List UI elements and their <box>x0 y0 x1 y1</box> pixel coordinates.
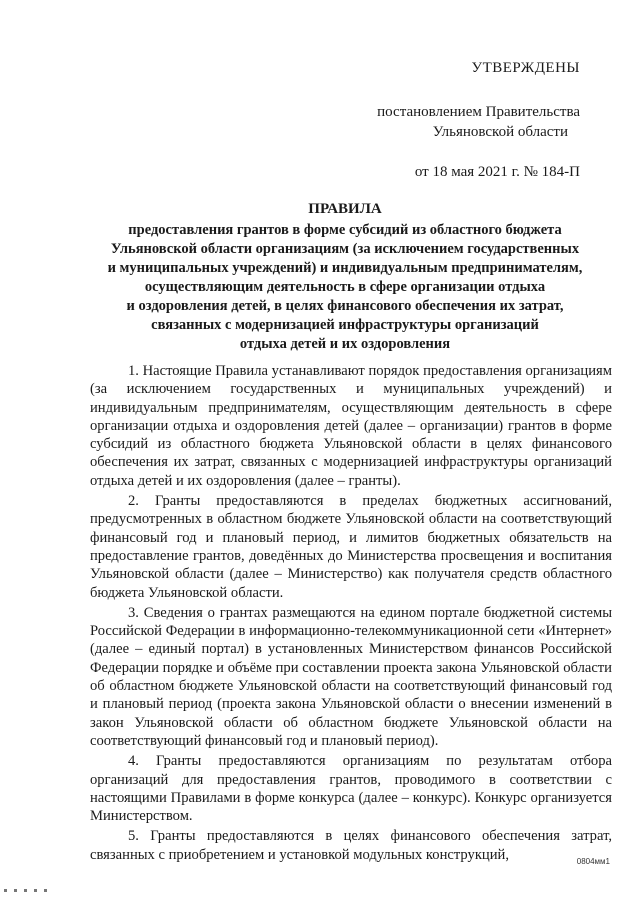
title-main: ПРАВИЛА <box>308 201 382 217</box>
paragraph-4: 4. Гранты предоставляются организациям по результатам отбора организаций для предоставления грантов, проводимого в соответствии с настоящими Правилами в форме конкурса (далее – конкурс). Конкурс организуется Министерством. <box>90 753 612 825</box>
document-code: 0804мм1 <box>576 857 610 866</box>
document-body <box>90 362 612 866</box>
approved-heading: УТВЕРЖДЕНЫ <box>471 60 580 76</box>
scan-artifact-dots <box>0 889 640 893</box>
title-line: отдыха детей и их оздоровления <box>239 336 451 352</box>
title-line: осуществляющим деятельность в сфере организации отдыха <box>144 279 546 295</box>
title-line: Ульяновской области организациям (за исключением государственных <box>110 241 580 257</box>
approved-region-line: Ульяновской области <box>432 124 568 140</box>
paragraph-5: 5. Гранты предоставляются в целях финансового обеспечения затрат, связанных с приобретением и установкой модульных конструкций, <box>90 828 612 863</box>
paragraph-2: 2. Гранты предоставляются в пределах бюджетных ассигнований, предусмотренных в областном бюджете Ульяновской области на соответствующий финансовый год и плановый период, и лимитов бюджетных обязательств на предоставление грантов, доведённых до Министерства просвещения и воспитания Ульяновской области (далее – Министерство) как получателя средств областного бюджета Ульяновской области. <box>90 493 612 601</box>
title-line: предоставления грантов в форме субсидий из областного бюджета <box>128 222 562 238</box>
title-line: связанных с модернизацией инфраструктуры организаций <box>151 317 539 333</box>
title-line: и муниципальных учреждений) и индивидуальным предпринимателям, <box>107 260 583 276</box>
approval-stamp <box>340 58 580 182</box>
document-title <box>90 200 600 354</box>
title-line: и оздоровления детей, в целях финансового обеспечения их затрат, <box>126 298 564 314</box>
paragraph-3: 3. Сведения о грантах размещаются на едином портале бюджетной системы Российской Федерации в информационно-телекоммуникационной сети «Интернет» (далее – единый портал) в установленных Министерством финансов Российской Федерации порядке и объёме при составлении проекта закона Ульяновской области об областном бюджете Ульяновской области на соответствующий финансовый год и плановый период (проекта закона Ульяновской области о внесении изменений в закон Ульяновской области об областном бюджете Ульяновской области на соответствующий финансовый год и плановый период). <box>90 604 612 749</box>
approved-by-line: постановлением Правительства <box>377 104 580 120</box>
paragraph-1: 1. Настоящие Правила устанавливают порядок предоставления организациям (за исключением государственных и муниципальных учреждений) и индивидуальным предпринимателям, осуществляющим деятельность в сфере организации отдыха и оздоровления детей (далее – организации) грантов в форме субсидий из областного бюджета Ульяновской области в целях финансового обеспечения их затрат, связанных с модернизацией инфраструктуры организаций отдыха детей и их оздоровления (далее – гранты). <box>90 363 612 489</box>
approved-date-line: от 18 мая 2021 г. № 184-П <box>414 164 580 180</box>
